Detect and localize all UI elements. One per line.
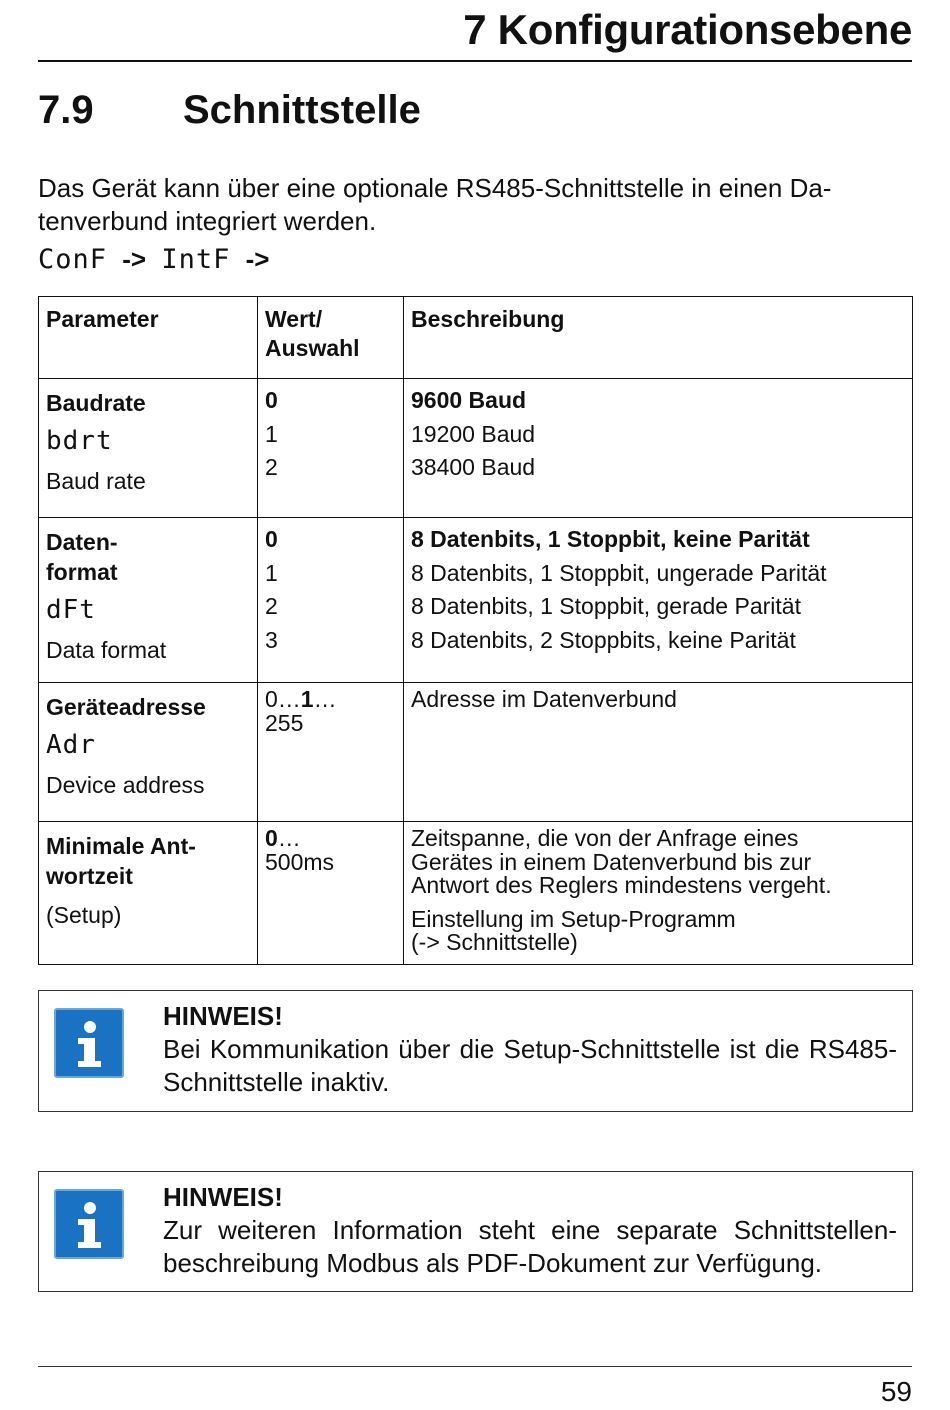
note-title: HINWEIS! <box>163 1001 283 1031</box>
description-line: Zeitspanne, die von der Anfrage eines <box>411 825 799 851</box>
table-row <box>39 518 913 683</box>
param-name-line1: Minimale Ant- <box>46 833 196 859</box>
description-option: 8 Datenbits, 2 Stoppbits, keine Parität <box>411 626 796 653</box>
info-icon <box>54 1189 124 1259</box>
description-option: 8 Datenbits, 1 Stoppbit, gerade Parität <box>411 593 801 619</box>
param-segment-code: Adr <box>46 730 96 760</box>
param-english: Device address <box>46 772 205 798</box>
menu-path-intf: IntF <box>161 244 231 275</box>
description-option: 38400 Baud <box>411 454 536 480</box>
value-range-end: 500ms <box>265 848 335 875</box>
value-option: 1 <box>265 420 278 447</box>
note-body <box>163 1000 897 1099</box>
section-title: Schnittstelle <box>183 88 421 132</box>
page-number: 59 <box>880 1376 912 1407</box>
value-range <box>265 827 396 851</box>
description-cell <box>404 379 913 518</box>
value-option: 0 <box>265 526 278 552</box>
note-box <box>38 1171 913 1292</box>
value-option: 0 <box>265 387 278 413</box>
param-cell <box>39 822 258 965</box>
value-cell <box>258 822 404 965</box>
value-default: 0 <box>265 825 278 851</box>
description-option: 19200 Baud <box>411 420 536 447</box>
value-option: 1 <box>265 559 278 586</box>
param-name: Baudrate <box>46 390 146 416</box>
description-line: Antwort des Reglers mindestens vergeht. <box>411 872 832 898</box>
value-default: 1 <box>300 686 314 712</box>
description-cell <box>404 822 913 965</box>
description-line: Einstellung im Setup-Programm <box>411 905 736 932</box>
menu-path <box>38 244 277 275</box>
value-range-ellipsis: … <box>313 686 337 712</box>
intro-line-1: Das Gerät kann über eine optionale RS485-Schnittstelle in einen Da- <box>38 173 832 203</box>
table-row <box>39 683 913 822</box>
param-segment-code: bdrt <box>46 426 113 456</box>
note-text: Bei Kommunikation über die Setup-Schnittstelle ist die RS485-Schnittstelle inaktiv. <box>163 1034 897 1097</box>
description-option: 8 Datenbits, 1 Stoppbit, ungerade Parität <box>411 559 827 586</box>
description-cell <box>404 518 913 683</box>
description-option: 8 Datenbits, 1 Stoppbit, keine Parität <box>411 526 810 552</box>
param-cell <box>39 518 258 683</box>
value-range-ellipsis: … <box>277 825 301 851</box>
description-line: Gerätes in einem Datenverbund bis zur <box>411 848 812 875</box>
header-value <box>258 297 404 379</box>
intro-line-2: tenverbund integriert werden. <box>38 206 377 236</box>
description-option: 9600 Baud <box>411 387 527 413</box>
param-name-line2: wortzeit <box>46 863 133 889</box>
header-description: Beschreibung <box>404 297 913 379</box>
value-range <box>265 688 396 712</box>
value-range-end: 255 <box>265 709 304 736</box>
header-value-line1: Wert/ <box>265 306 323 332</box>
menu-path-arrow: -> <box>245 244 270 274</box>
value-option: 2 <box>265 454 278 480</box>
menu-path-conf: ConF <box>38 244 108 275</box>
note-text: Zur weiteren Information steht eine separate Schnittstellen-beschreibung Modbus als PDF-Dokument zur Verfügung. <box>163 1215 897 1278</box>
value-option: 2 <box>265 593 278 619</box>
menu-path-arrow: -> <box>122 244 147 274</box>
param-cell <box>39 379 258 518</box>
note-box <box>38 990 913 1112</box>
parameter-table <box>38 296 913 965</box>
table-row <box>39 379 913 518</box>
param-name-line2: format <box>46 559 118 585</box>
value-cell <box>258 683 404 822</box>
param-name-line1: Daten- <box>46 529 118 555</box>
value-cell <box>258 379 404 518</box>
description-text: Adresse im Datenverbund <box>411 686 677 712</box>
header-parameter: Parameter <box>39 297 258 379</box>
param-name: Geräteadresse <box>46 694 206 720</box>
value-cell <box>258 518 404 683</box>
description-line: (-> Schnittstelle) <box>411 929 578 955</box>
info-icon <box>54 1008 124 1078</box>
param-english: Baud rate <box>46 468 146 494</box>
param-segment-code: dFt <box>46 595 96 625</box>
chapter-title: 7 Konfigurationsebene <box>463 6 912 53</box>
note-title: HINWEIS! <box>163 1182 283 1212</box>
description-cell <box>404 683 913 822</box>
page-header <box>38 0 912 62</box>
param-note: (Setup) <box>46 902 122 928</box>
intro-paragraph <box>38 172 912 238</box>
footer-rule <box>38 1366 912 1367</box>
header-value-line2: Auswahl <box>265 335 360 361</box>
table-row <box>39 822 913 965</box>
table-header-row <box>39 297 913 379</box>
value-option: 3 <box>265 626 278 653</box>
note-body <box>163 1181 897 1280</box>
param-cell <box>39 683 258 822</box>
param-english: Data format <box>46 637 167 663</box>
value-range-start: 0… <box>265 686 301 712</box>
section-number: 7.9 <box>38 88 94 132</box>
section-heading <box>38 88 421 133</box>
